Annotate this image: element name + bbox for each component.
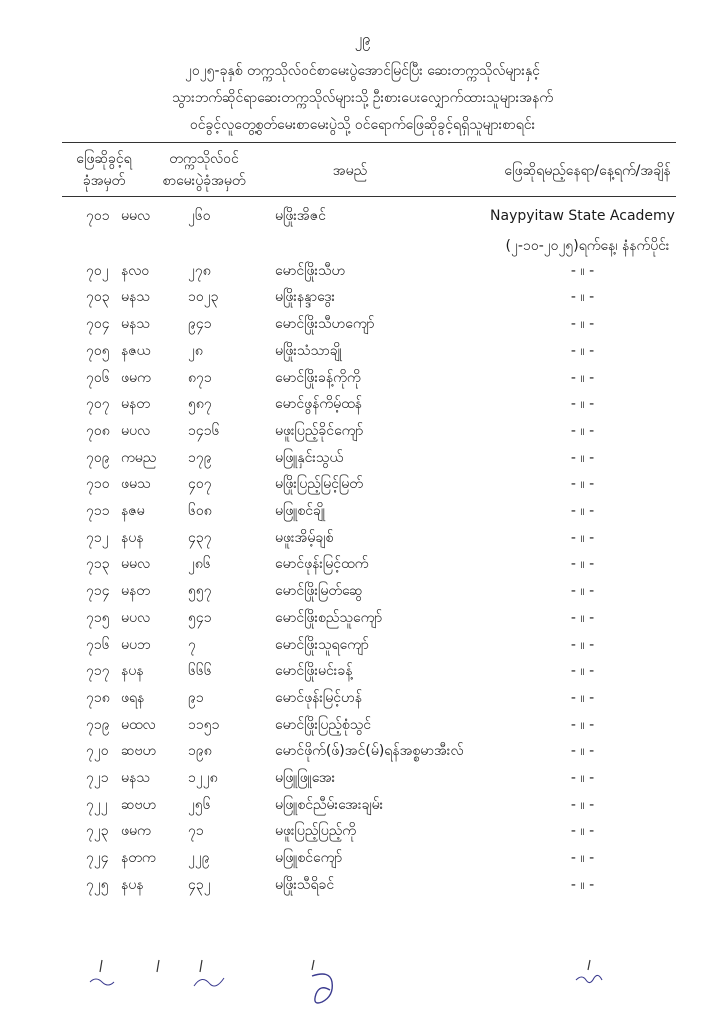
signature-mark [300,958,350,1008]
candidate-name: မောင်ဖြိုးသူရကျော် [275,636,369,653]
roll-prefix: ဖမသ [121,476,151,493]
exam-venue: - ။ - [570,609,595,626]
table-row [0,312,725,336]
exam-seat-no: ၇၁၄ [86,583,110,600]
exam-venue: - ။ - [570,396,595,413]
exam-venue: - ။ - [570,770,595,786]
venue-date-time: (၂-၁၀-၂၀၂၅)ရက်နေ့၊ နံနက်ပိုင်း [505,238,670,254]
exam-venue: - ။ - [570,316,595,333]
exam-venue: - ။ - [570,823,595,840]
candidate-name: မောင်ဖုန်းမြင့်ထက် [275,556,369,573]
roll-prefix: ကမည [121,449,157,466]
title-line-2: သွားဘက်ဆိုင်ရာဆေးတက္ကသိုလ်များသို့ ဦးစားပေးလျှောက်ထားသူများအနက် [171,90,554,106]
candidate-name: မဖြိုးပြည့်မြင့်မြတ် [275,476,363,493]
candidate-name: မောင်ဖြိုးသီဟကျော် [275,316,375,333]
candidate-name: မောင်ဖြိုးစည်သူကျော် [275,609,383,626]
roll-prefix: မပလ [121,609,151,626]
roll-number: ၇၁ [188,823,204,840]
roll-prefix: နပန [121,529,144,546]
candidate-name: မောင်ဖိုက်(ဖ်)အင်(မ်)ရန်အစ္စမာအီးလ် [275,743,464,760]
exam-seat-no: ၇၁၆ [86,636,110,653]
header-exam-no [58,148,150,192]
candidate-name: မဖြူနှင်းသွယ် [275,449,344,466]
exam-seat-no: ၇၂၀ [86,743,109,760]
roll-number: ၅၈၇ [188,396,212,413]
exam-seat-no: ၇၁၁ [86,503,110,519]
exam-venue: - ။ - [570,556,595,573]
header-top-rule [62,142,676,143]
candidate-name: မောင်ဖြိုးပြည့်စုံသွင် [275,716,372,733]
roll-number: ၄၀၇ [188,476,212,493]
exam-seat-no: ၇၀၅ [86,342,110,359]
roll-number: ၁၁၅၁ [188,716,220,733]
candidate-name: မဖြူစင်ချို [275,503,326,519]
roll-number: ၂၈၆ [188,556,211,573]
exam-venue: - ။ - [570,716,595,733]
exam-seat-no: ၇၀၇ [86,396,110,413]
candidate-name: မဖြိုးသီရိခင် [275,876,335,893]
roll-prefix: မနသ [121,770,150,786]
exam-venue: - ။ - [570,850,595,867]
roll-number: ၂၆၀ [188,208,211,224]
roll-number: ၅၅၇ [188,583,212,600]
exam-seat-no: ၇၁၃ [86,556,110,573]
exam-venue: - ။ - [570,262,595,279]
table-row [0,793,725,817]
initials-mark-3 [188,958,234,994]
header-venue: ဖြေဆိုရမည့်နေရာ/နေ့ရက်/အချိန် [504,163,671,179]
table-row [0,472,725,496]
candidate-name: မောင်ဖြိုးမြတ်ဆွေ [275,583,363,600]
table-row [0,392,725,416]
roll-number: ၄၃၇ [188,529,212,546]
roll-number: ၁၄၁၆ [188,422,220,439]
roll-prefix: နလဝ [121,262,150,279]
table-row [0,739,725,763]
table-row [0,339,725,363]
initials-mark-5 [570,958,610,994]
roll-number: ၉၁ [188,689,204,706]
roll-number: ၁၇၉ [188,449,212,466]
roll-prefix: မပလ [121,422,151,439]
table-row [0,686,725,710]
roll-prefix: ဆဗဟ [121,796,157,813]
table-row [0,846,725,870]
exam-seat-no: ၇၁၉ [86,716,110,733]
roll-number: ၆၆၆ [188,663,212,680]
roll-prefix: ဖမက [121,823,151,840]
candidate-name: မဖြူစင်ကျော် [275,850,343,867]
exam-venue: - ။ - [570,369,595,386]
roll-number: ၄၃၂ [188,876,211,893]
exam-seat-no: ၇၀၉ [86,449,110,466]
candidate-name: မဖြိုးသံသာချို [275,342,342,359]
candidate-name: မောင်ဖွန်ကိမ့်ထန် [275,396,362,413]
candidate-name: မောင်ဖြိုးသီဟ [275,262,346,279]
exam-seat-no: ၇၁၈ [86,689,110,706]
roll-prefix: မနသ [121,289,150,306]
roll-prefix: မနသ [121,316,150,333]
roll-prefix: ဖရန [121,689,145,706]
roll-number: ၂၈ [188,342,203,359]
exam-venue: - ။ - [570,529,595,546]
candidate-name: မောင်ဖြိုးခန့်ကိုကို [275,369,361,386]
header-exam-no-line2: ခုံအမှတ် [82,173,126,189]
exam-venue: - ။ - [570,876,595,893]
table-row [0,633,725,657]
header-name: အမည် [332,163,368,179]
exam-seat-no: ၇၂၅ [86,876,109,893]
roll-number: ၁၀၂၃ [188,289,219,306]
roll-number: ၇ [188,636,196,653]
exam-venue: - ။ - [570,503,595,519]
roll-number: ၆၀၈ [188,503,212,519]
roll-prefix: မပဘ [121,636,151,653]
roll-number: ၂၂၉ [188,850,210,867]
exam-seat-no: ၇၂၂ [86,796,108,813]
roll-prefix: နဇယ [121,342,151,359]
exam-seat-no: ၇၀၁ [86,208,110,224]
table-row [0,446,725,470]
exam-seat-no: ၇၀၆ [86,369,110,386]
candidate-name: မဖြူဖြူအေး [275,770,336,786]
header-roll-no [142,148,266,192]
exam-seat-no: ၇၀၂ [86,262,109,279]
candidate-name: မဖြိုးအိဇင် [275,208,326,224]
table-row [0,419,725,443]
exam-seat-no: ၇၁၅ [86,609,110,626]
title-line-3: ဝင်ခွင့်လူတွေ့စွတ်မေးစာမေးပွဲသို့ ဝင်ရောက်ဖြေဆိုခွင့်ရရှိသူများစာရင်း [189,117,536,133]
exam-seat-no: ၇၂၁ [86,770,109,786]
candidate-name: မဖူးပြည့်ပြည့်ကို [275,823,356,840]
exam-venue: Naypyitaw State Academy [490,208,675,224]
candidate-name: မဖူးအိမ့်ချစ် [275,529,334,546]
table-row [0,659,725,683]
header-roll-line1: တက္ကသိုလ်ဝင် [169,151,239,167]
roll-prefix: နပန [121,876,144,893]
exam-venue: - ။ - [570,636,595,653]
roll-prefix: နဇမ [121,503,145,519]
document-title [0,58,725,139]
header-exam-no-line1: ဖြေဆိုခွင့်ရ [76,151,132,167]
candidate-name: မဖြိုးနန္ဒာဒွေး [275,289,336,306]
exam-seat-no: ၇၁၂ [86,529,109,546]
exam-seat-no: ၇၀၈ [86,422,110,439]
exam-venue: - ။ - [570,583,595,600]
exam-seat-no: ၇၁၇ [86,663,110,680]
exam-seat-no: ၇၀၄ [86,316,110,333]
table-row [0,713,725,737]
signature-row [0,958,725,1008]
candidate-name: မဖူးပြည့်ခိုင်ကျော် [275,422,364,439]
roll-prefix: မမလ [121,556,151,573]
roll-number: ၈၇၁ [188,369,212,386]
header-roll-line2: စာမေးပွဲခုံအမှတ် [162,173,246,189]
exam-venue: - ။ - [570,449,595,466]
page-number: ၂၉ [354,30,371,48]
initials-mark-1 [82,958,122,994]
exam-venue: - ။ - [570,342,595,359]
roll-prefix: မနတ [121,583,150,600]
roll-prefix: နတက [121,850,156,867]
candidate-name: မောင်ဖြိုးမင်းခန့် [275,663,353,680]
roll-prefix: နပန [121,663,144,680]
table-row [0,819,725,843]
roll-prefix: မမလ [121,208,151,224]
roll-prefix: မထလ [121,716,156,733]
candidate-name: မဖြူစင်ညီမ်းအေးချမ်း [275,796,384,813]
table-row [0,526,725,550]
title-line-1: ၂၀၂၅-ခုနှစ် တက္ကသိုလ်ဝင်စာမေးပွဲအောင်မြင်ပြီး ဆေးတက္ကသိုလ်များနှင့် [185,63,540,79]
table-row [0,873,725,897]
exam-venue: - ။ - [570,289,595,306]
table-row [0,285,725,309]
table-row [0,499,725,523]
roll-number: ၁၂၂၈ [188,770,218,786]
roll-number: ၁၉၈ [188,743,212,760]
roll-number: ၂၇၈ [188,262,211,279]
table-row [0,366,725,390]
table-row [0,766,725,790]
exam-venue: - ။ - [570,476,595,493]
roll-prefix: မနတ [121,396,150,413]
table-row [0,552,725,576]
table-row [0,606,725,630]
roll-prefix: ဆဗဟ [121,743,157,760]
candidate-name: မောင်ဖုန်းမြင့်ဟန် [275,689,362,706]
exam-venue: - ။ - [570,663,595,680]
table-row [0,579,725,603]
exam-seat-no: ၇၂၃ [86,823,109,840]
table-row [0,204,725,228]
header-bottom-rule [62,196,676,197]
roll-prefix: ဖမက [121,369,151,386]
exam-venue: - ။ - [570,796,595,813]
exam-seat-no: ၇၀၃ [86,289,110,306]
table-row [0,259,725,283]
exam-venue: - ။ - [570,689,595,706]
exam-seat-no: ၇၁၀ [86,476,110,493]
roll-number: ၅၄၁ [188,609,212,626]
exam-venue: - ။ - [570,743,595,760]
exam-venue: - ။ - [570,422,595,439]
roll-number: ၉၄၁ [188,316,212,333]
exam-seat-no: ၇၂၄ [86,850,109,867]
roll-number: ၂၅၆ [188,796,211,813]
tick-mark-2 [148,958,168,978]
